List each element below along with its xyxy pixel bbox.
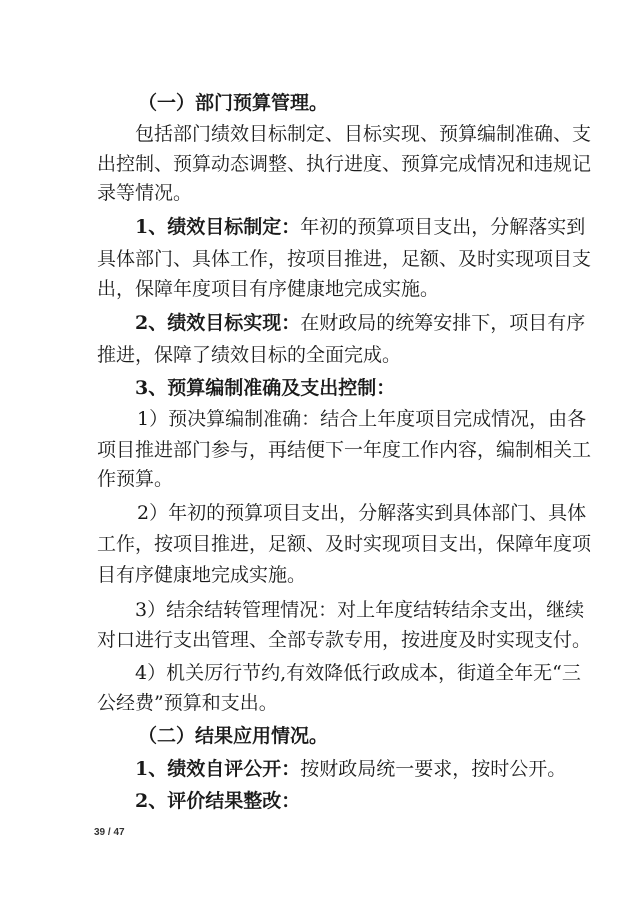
- intro-line-1: 包括部门绩效目标制定、目标实现、预算编制准确、支: [135, 123, 592, 145]
- section2-heading: （二）结果应用情况。: [138, 725, 329, 747]
- intro-line-2: 出控制、预算动态调整、执行进度、预算完成情况和违规记: [97, 153, 592, 175]
- sub2-line-2: 工作，按项目推进，足额、及时实现项目支出，保障年度项: [97, 533, 592, 555]
- item1-first-line: [135, 214, 585, 240]
- item2-text: 在财政局的统筹安排下，项目有序: [300, 312, 586, 334]
- sub3-line-2: 对口进行支出管理、全部专款专用，按进度及时实现支付。: [97, 629, 592, 651]
- sub2-line-1: 2）年初的预算项目支出，分解落实到具体部门、具体: [137, 502, 587, 524]
- sub2-line-3: 目有序健康地完成实施。: [97, 564, 307, 586]
- result2-heading: 2、评价结果整改：: [135, 790, 301, 812]
- item1-line-2: 具体部门、具体工作，按项目推进，足额、及时实现项目支: [97, 248, 592, 270]
- result1-text: 按财政局统一要求，按时公开。: [300, 758, 567, 780]
- sub3-line-1: 3）结余结转管理情况：对上年度结转结余支出，继续: [135, 599, 585, 621]
- sub1-line-2: 项目推进部门参与，再结便下一年度工作内容，编制相关工: [97, 439, 592, 461]
- intro-line-3: 录等情况。: [97, 182, 193, 204]
- item1-label: 1、绩效目标制定：: [135, 216, 301, 238]
- item1-text: 年初的预算项目支出，分解落实到: [300, 216, 586, 238]
- item2-first-line: [135, 310, 585, 336]
- section1-heading: （一）部门预算管理。: [138, 92, 329, 114]
- result1-line: [135, 756, 566, 782]
- sub1-line-1: 1）预决算编制准确：结合上年度项目完成情况，由各: [137, 408, 587, 430]
- item2-label: 2、绩效目标实现：: [135, 312, 301, 334]
- item1-line-3: 出，保障年度项目有序健康地完成实施。: [97, 278, 440, 300]
- sub4-line-1: 4）机关厉行节约,有效降低行政成本，街道全年无“三: [135, 662, 581, 684]
- sub4-line-2: 公经费”预算和支出。: [97, 692, 278, 714]
- item2-line-2: 推进，保障了绩效目标的全面完成。: [97, 344, 402, 366]
- page-number: 39 / 47: [94, 827, 125, 838]
- result1-label: 1、绩效自评公开：: [135, 758, 301, 780]
- item3-heading: 3、预算编制准确及支出控制：: [135, 377, 396, 399]
- sub1-line-3: 作预算。: [97, 468, 174, 490]
